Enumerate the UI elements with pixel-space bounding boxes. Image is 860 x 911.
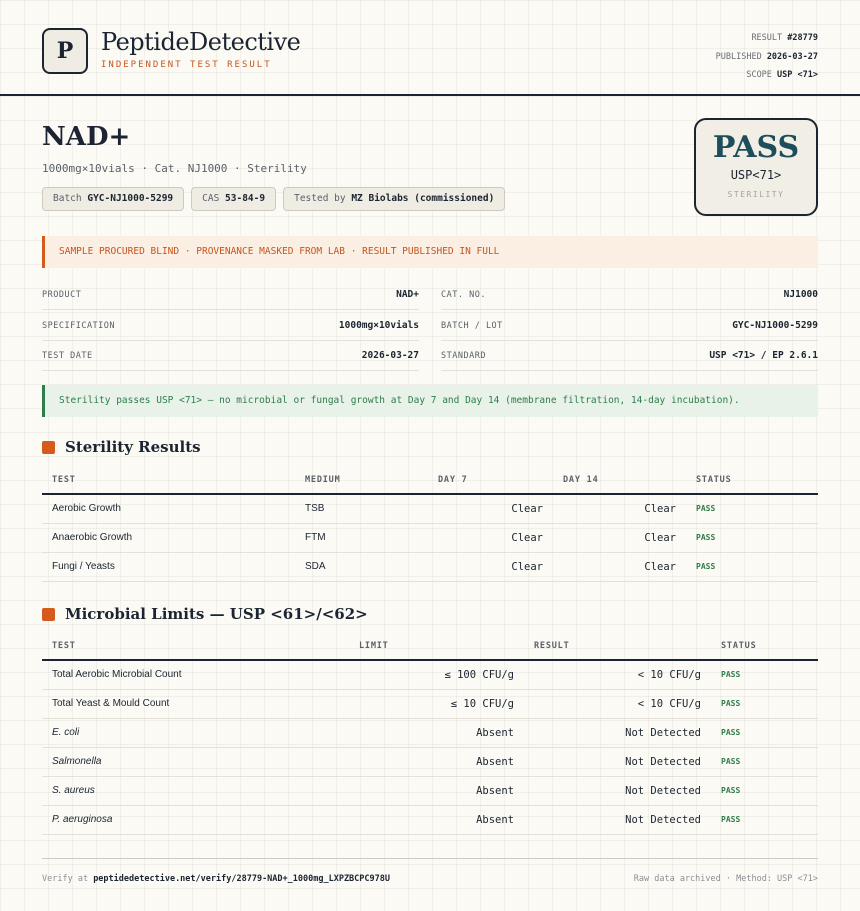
status-badge: PASS xyxy=(711,660,818,689)
verify-link[interactable]: peptidedetective.net/verify/28779-NAD+_1000mg_LXPZBCPC978U xyxy=(93,874,390,884)
table-row xyxy=(42,523,818,552)
detail-product: PRODUCT NAD+ xyxy=(42,280,419,310)
verdict-category: STERILITY xyxy=(727,190,785,199)
table-row xyxy=(42,494,818,523)
limit-cell: Absent xyxy=(349,747,524,776)
brand-tagline: INDEPENDENT TEST RESULT xyxy=(101,60,272,70)
tested-by-chip: Tested by MZ Biolabs (commissioned) xyxy=(283,187,505,211)
test-cell: S. aureus xyxy=(42,776,349,805)
detail-cat-no: CAT. NO. NJ1000 xyxy=(441,280,818,310)
result-cell: < 10 CFU/g xyxy=(524,689,711,718)
sterility-section-title: Sterility Results xyxy=(42,438,201,456)
detail-test-date: TEST DATE 2026-03-27 xyxy=(42,341,419,371)
test-cell: P. aeruginosa xyxy=(42,805,349,834)
verify-line: Verify at peptidedetective.net/verify/28779-NAD+_1000mg_LXPZBCPC978U xyxy=(42,874,390,884)
cas-chip: CAS 53-84-9 xyxy=(191,187,276,211)
day14-cell: Clear xyxy=(553,523,686,552)
test-cell: Total Yeast & Mould Count xyxy=(42,689,349,718)
microbial-section-title: Microbial Limits — USP <61>/<62> xyxy=(42,605,368,623)
test-cell: Anaerobic Growth xyxy=(42,523,295,552)
status-badge: PASS xyxy=(711,805,818,834)
table-row xyxy=(42,718,818,747)
test-cell: Aerobic Growth xyxy=(42,494,295,523)
verdict-word: PASS xyxy=(712,130,800,165)
brand-logo: P xyxy=(42,28,88,74)
table-row xyxy=(42,552,818,581)
status-badge: PASS xyxy=(686,552,818,581)
status-badge: PASS xyxy=(711,747,818,776)
status-badge: PASS xyxy=(711,718,818,747)
status-badge: PASS xyxy=(686,494,818,523)
limit-cell: Absent xyxy=(349,805,524,834)
table-row xyxy=(42,776,818,805)
day7-cell: Clear xyxy=(428,494,553,523)
medium-cell: SDA xyxy=(295,552,428,581)
column-header: RESULT xyxy=(524,632,711,660)
report-header xyxy=(0,0,860,96)
summary-banner: Sterility passes USP <71> — no microbial or fungal growth at Day 7 and Day 14 (membrane filtration, 14-day incubation). xyxy=(42,385,818,417)
column-header: DAY 7 xyxy=(428,466,553,494)
test-cell: Fungi / Yeasts xyxy=(42,552,295,581)
microbial-table xyxy=(42,632,818,835)
footer-method: Raw data archived · Method: USP <71> xyxy=(633,874,818,884)
product-subtitle: 1000mg×10vials · Cat. NJ1000 · Sterility xyxy=(42,162,307,175)
detail-batch: BATCH / LOT GYC-NJ1000-5299 xyxy=(441,311,818,341)
report-footer xyxy=(42,858,818,884)
sterility-table xyxy=(42,466,818,582)
test-cell: Total Aerobic Microbial Count xyxy=(42,660,349,689)
result-cell: < 10 CFU/g xyxy=(524,660,711,689)
detail-specification: SPECIFICATION 1000mg×10vials xyxy=(42,311,419,341)
section-marker-icon xyxy=(42,441,55,454)
verdict-badge xyxy=(694,118,818,216)
published-line: PUBLISHED 2026-03-27 xyxy=(715,51,818,62)
day14-cell: Clear xyxy=(553,494,686,523)
column-header: STATUS xyxy=(711,632,818,660)
limit-cell: Absent xyxy=(349,776,524,805)
status-badge: PASS xyxy=(711,689,818,718)
provenance-notice: SAMPLE PROCURED BLIND · PROVENANCE MASKED FROM LAB · RESULT PUBLISHED IN FULL xyxy=(42,236,818,268)
test-cell: E. coli xyxy=(42,718,349,747)
day7-cell: Clear xyxy=(428,523,553,552)
day7-cell: Clear xyxy=(428,552,553,581)
medium-cell: TSB xyxy=(295,494,428,523)
verdict-standard: USP<71> xyxy=(730,168,782,182)
limit-cell: ≤ 10 CFU/g xyxy=(349,689,524,718)
column-header: TEST xyxy=(42,632,349,660)
table-header-row xyxy=(42,466,818,494)
batch-chip: Batch GYC-NJ1000-5299 xyxy=(42,187,184,211)
limit-cell: Absent xyxy=(349,718,524,747)
limit-cell: ≤ 100 CFU/g xyxy=(349,660,524,689)
test-cell: Salmonella xyxy=(42,747,349,776)
column-header: TEST xyxy=(42,466,295,494)
column-header: STATUS xyxy=(686,466,818,494)
result-cell: Not Detected xyxy=(524,747,711,776)
table-header-row xyxy=(42,632,818,660)
product-chips xyxy=(42,187,505,211)
section-marker-icon xyxy=(42,608,55,621)
day14-cell: Clear xyxy=(553,552,686,581)
column-header: DAY 14 xyxy=(553,466,686,494)
medium-cell: FTM xyxy=(295,523,428,552)
result-cell: Not Detected xyxy=(524,805,711,834)
scope-line: SCOPE USP <71> xyxy=(746,70,818,80)
column-header: MEDIUM xyxy=(295,466,428,494)
result-cell: Not Detected xyxy=(524,718,711,747)
table-row xyxy=(42,747,818,776)
status-badge: PASS xyxy=(711,776,818,805)
table-row xyxy=(42,660,818,689)
report-meta xyxy=(716,29,818,85)
detail-standard: STANDARD USP <71> / EP 2.6.1 xyxy=(441,341,818,371)
brand-name: PeptideDetective xyxy=(101,28,301,56)
table-row xyxy=(42,805,818,834)
result-cell: Not Detected xyxy=(524,776,711,805)
product-title: NAD+ xyxy=(42,122,131,152)
table-row xyxy=(42,689,818,718)
status-badge: PASS xyxy=(686,523,818,552)
result-id-line: RESULT #28779 xyxy=(751,33,818,43)
column-header: LIMIT xyxy=(349,632,524,660)
